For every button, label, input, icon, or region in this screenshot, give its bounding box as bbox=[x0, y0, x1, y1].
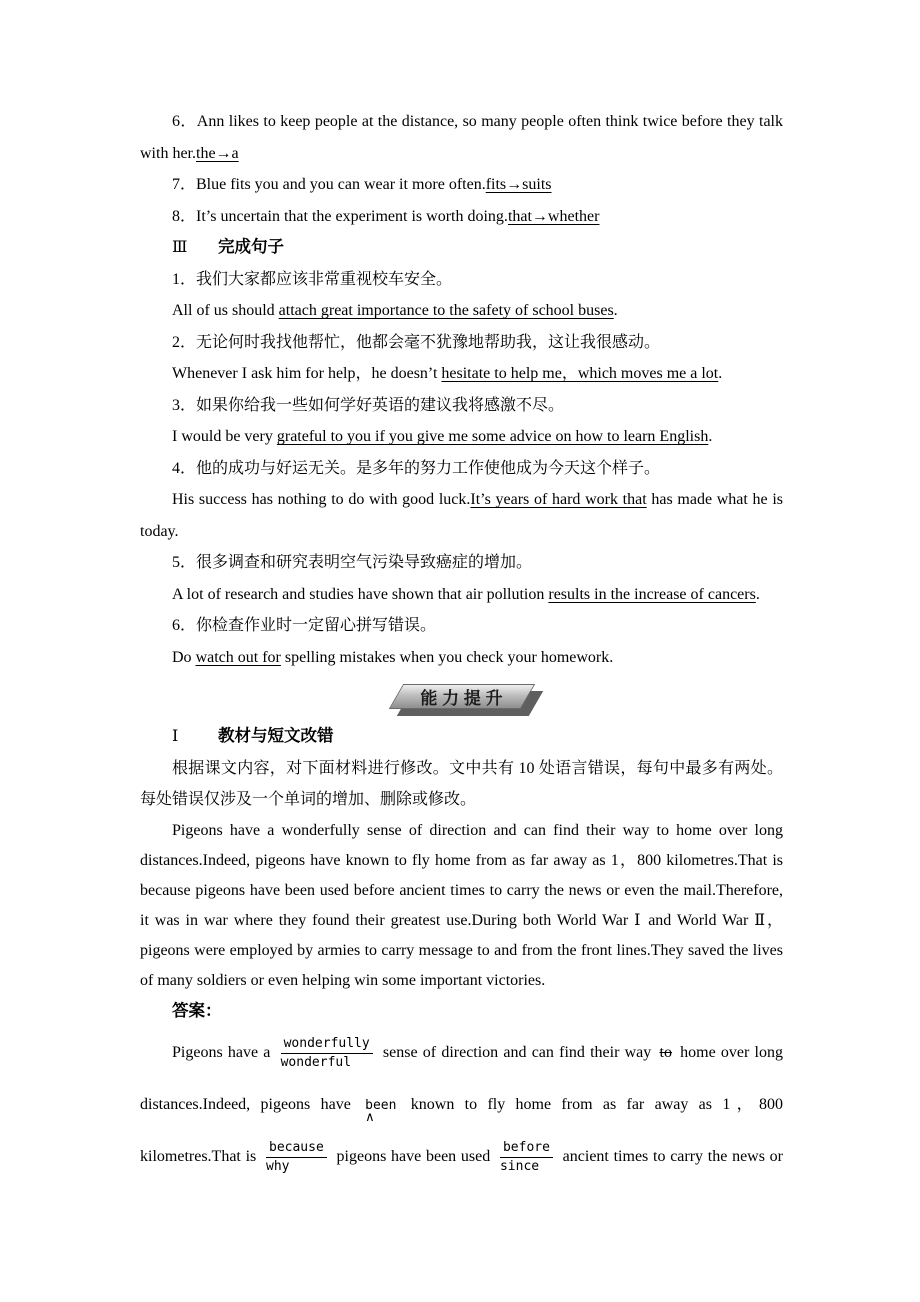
answer-text: ancient times to carry the news or bbox=[557, 1148, 784, 1165]
correction-fraction bbox=[500, 1140, 553, 1175]
answer-label bbox=[140, 996, 783, 1028]
section-title: 教材与短文改错 bbox=[218, 727, 334, 745]
answer-text: . bbox=[613, 302, 618, 319]
passage-paragraph bbox=[140, 816, 783, 996]
chinese-sentence: 3．如果你给我一些如何学好英语的建议我将感激不尽。 bbox=[172, 396, 565, 414]
answer-text: spelling mistakes when you check your homework. bbox=[280, 648, 614, 666]
passage-text: Pigeons have a wonderfully sense of direction and can find their way to home over long distances.Indeed, pigeons have known to fly home from as far away as 1，800 kilometres.That is because pigeons have been used before ancient times to carry the news or even the mail.Therefore, it was in war where they found their greatest use.During both World War Ⅰ and World War Ⅱ，pigeons were employed by armies to carry message to and from the front lines.They saved the lives of many soldiers or even helping win some important victories. bbox=[140, 821, 783, 989]
corrected-word: wonderful bbox=[280, 1054, 352, 1070]
correction-item-6 bbox=[140, 106, 783, 169]
cn-prompt bbox=[140, 547, 783, 579]
cn-prompt bbox=[140, 453, 783, 485]
underlined-answer: results in the increase of cancers bbox=[548, 585, 756, 603]
answer-text: known to fly home from as far away as 1，800 kilometres.That is bbox=[140, 1096, 783, 1165]
en-answer bbox=[140, 421, 783, 453]
cn-prompt bbox=[140, 327, 783, 359]
section-title: 完成句子 bbox=[218, 238, 284, 256]
answer-text: . bbox=[718, 365, 723, 382]
correction-answer: that→whether bbox=[507, 207, 600, 225]
chinese-sentence: 6．你检查作业时一定留心拼写错误。 bbox=[172, 617, 437, 634]
inserted-word: been bbox=[365, 1098, 397, 1113]
cn-prompt bbox=[140, 610, 783, 642]
underlined-answer: watch out for bbox=[195, 648, 281, 666]
answer-text: . bbox=[708, 428, 713, 445]
caret-icon: ∧ bbox=[365, 1110, 375, 1125]
answer-text: I would be very bbox=[172, 428, 277, 445]
underlined-answer: attach great importance to the safety of school buses bbox=[278, 302, 614, 319]
cn-prompt bbox=[140, 390, 783, 422]
correction-item-7 bbox=[140, 169, 783, 201]
answer-text: Pigeons have a bbox=[172, 1044, 276, 1061]
answer-text: sense of direction and can find their way bbox=[377, 1044, 657, 1061]
correction-fraction bbox=[266, 1140, 327, 1175]
en-answer bbox=[140, 484, 783, 547]
answer-label-text: 答案： bbox=[172, 1001, 222, 1020]
instructions-paragraph bbox=[140, 753, 783, 816]
underlined-answer: grateful to you if you give me some advice on how to learn English bbox=[276, 428, 709, 445]
answer-text: has made what he is today. bbox=[140, 491, 783, 540]
en-answer bbox=[140, 358, 783, 390]
sentence-text: 8．It’s uncertain that the experiment is worth doing. bbox=[172, 207, 508, 225]
banner-title: 能 力 提 升 bbox=[420, 688, 503, 708]
original-word: before bbox=[500, 1140, 553, 1158]
correction-answer: fits→suits bbox=[485, 176, 552, 193]
insertion-mark bbox=[365, 1098, 396, 1123]
sentence-text: 6．Ann likes to keep people at the distance, so many people often think twice before they talk with her. bbox=[140, 113, 783, 162]
sentence-text: 7．Blue fits you and you can wear it more often. bbox=[172, 176, 486, 193]
answer-text: Do bbox=[172, 648, 196, 666]
cn-prompt bbox=[140, 264, 783, 296]
chinese-sentence: 2．无论何时我找他帮忙，他都会毫不犹豫地帮助我，这让我很感动。 bbox=[172, 333, 661, 351]
answer-text: All of us should bbox=[172, 302, 279, 319]
original-word: because bbox=[266, 1140, 327, 1158]
answer-text: pigeons have been used bbox=[331, 1148, 495, 1165]
underlined-answer: It’s years of hard work that bbox=[470, 491, 647, 508]
banner-graphic bbox=[396, 684, 528, 709]
answer-text: home over long distances.Indeed, pigeons have bbox=[140, 1044, 784, 1113]
en-answer bbox=[140, 295, 783, 327]
en-answer bbox=[140, 579, 783, 611]
corrected-word: why bbox=[266, 1158, 290, 1174]
section-heading-complete-sentences bbox=[140, 232, 783, 264]
chinese-sentence: 5．很多调查和研究表明空气污染导致癌症的增加。 bbox=[172, 554, 533, 571]
correction-answer: the→a bbox=[196, 144, 239, 162]
chinese-sentence: 1．我们大家都应该非常重视校车安全。 bbox=[172, 270, 453, 288]
instructions-text: 根据课文内容，对下面材料进行修改。文中共有 10 处语言错误，每句中最多有两处。每处错误仅涉及一个单词的增加、删除或修改。 bbox=[140, 759, 783, 808]
section-heading-proofreading bbox=[140, 721, 783, 753]
ability-banner bbox=[140, 677, 783, 715]
en-answer bbox=[140, 642, 783, 674]
answer-text: Whenever I ask him for help，he doesn’t bbox=[172, 365, 442, 382]
correction-item-8 bbox=[140, 201, 783, 233]
section-numeral: Ⅲ bbox=[172, 239, 188, 256]
section-numeral: Ⅰ bbox=[172, 728, 179, 745]
correction-fraction bbox=[281, 1036, 373, 1071]
answer-paragraph bbox=[140, 1027, 783, 1183]
underlined-answer: hesitate to help me，which moves me a lot bbox=[441, 365, 719, 382]
deleted-word: to bbox=[659, 1044, 672, 1061]
answer-text: His success has nothing to do with good luck. bbox=[172, 491, 471, 508]
corrected-word: since bbox=[499, 1158, 540, 1174]
original-word: wonderfully bbox=[281, 1036, 373, 1054]
answer-text: . bbox=[755, 585, 760, 603]
answer-text: A lot of research and studies have shown that air pollution bbox=[172, 585, 549, 603]
chinese-sentence: 4．他的成功与好运无关。是多年的努力工作使他成为今天这个样子。 bbox=[172, 459, 661, 477]
